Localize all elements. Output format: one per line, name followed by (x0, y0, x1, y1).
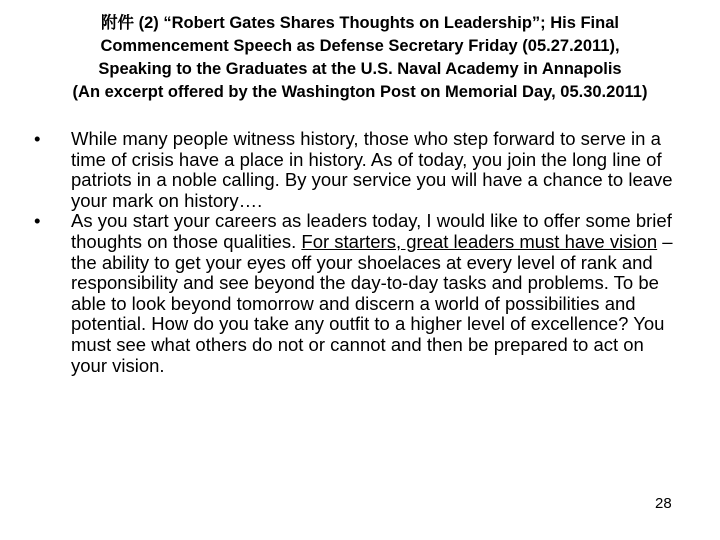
bullet-icon: • (34, 128, 41, 149)
title-line-2: Commencement Speech as Defense Secretary Friday (05.27.2011), (100, 37, 620, 55)
underlined-phrase: For starters, great leaders must have vision (301, 230, 658, 252)
bullet-text: While many people witness history, those who step forward to serve in a time of crisis have a place in history. As of today, you join the long line of patriots in a noble calling. By your service you will have a chance to leave your mark on history…. (71, 128, 673, 211)
title-line-3: Speaking to the Graduates at the U.S. Naval Academy in Annapolis (98, 60, 622, 78)
slide-title (20, 12, 700, 104)
bullet-item-vision (34, 211, 684, 376)
title-line-1: 附件 (2) “Robert Gates Shares Thoughts on Leadership”; His Final (101, 14, 619, 32)
bullet-list (34, 129, 684, 376)
bullet-text-rest: – the ability to get your eyes off your shoelaces at every level of rank and responsibility and see beyond the day-to-day tasks and problems. To be able to look beyond tomorrow and discern a world of possibilities and potential. How do you take any outfit to a higher level of excellence? You must see what others do not or cannot and then be prepared to act on your vision. (71, 230, 673, 376)
page-number: 28 (655, 495, 672, 512)
bullet-text-intro: As you start your careers as leaders today, I would like to offer some brief thoughts on those qualities. (71, 210, 672, 252)
title-line-4: (An excerpt offered by the Washington Post on Memorial Day, 05.30.2011) (72, 83, 648, 101)
bullet-icon: • (34, 210, 41, 232)
bullet-item-history (34, 129, 684, 211)
